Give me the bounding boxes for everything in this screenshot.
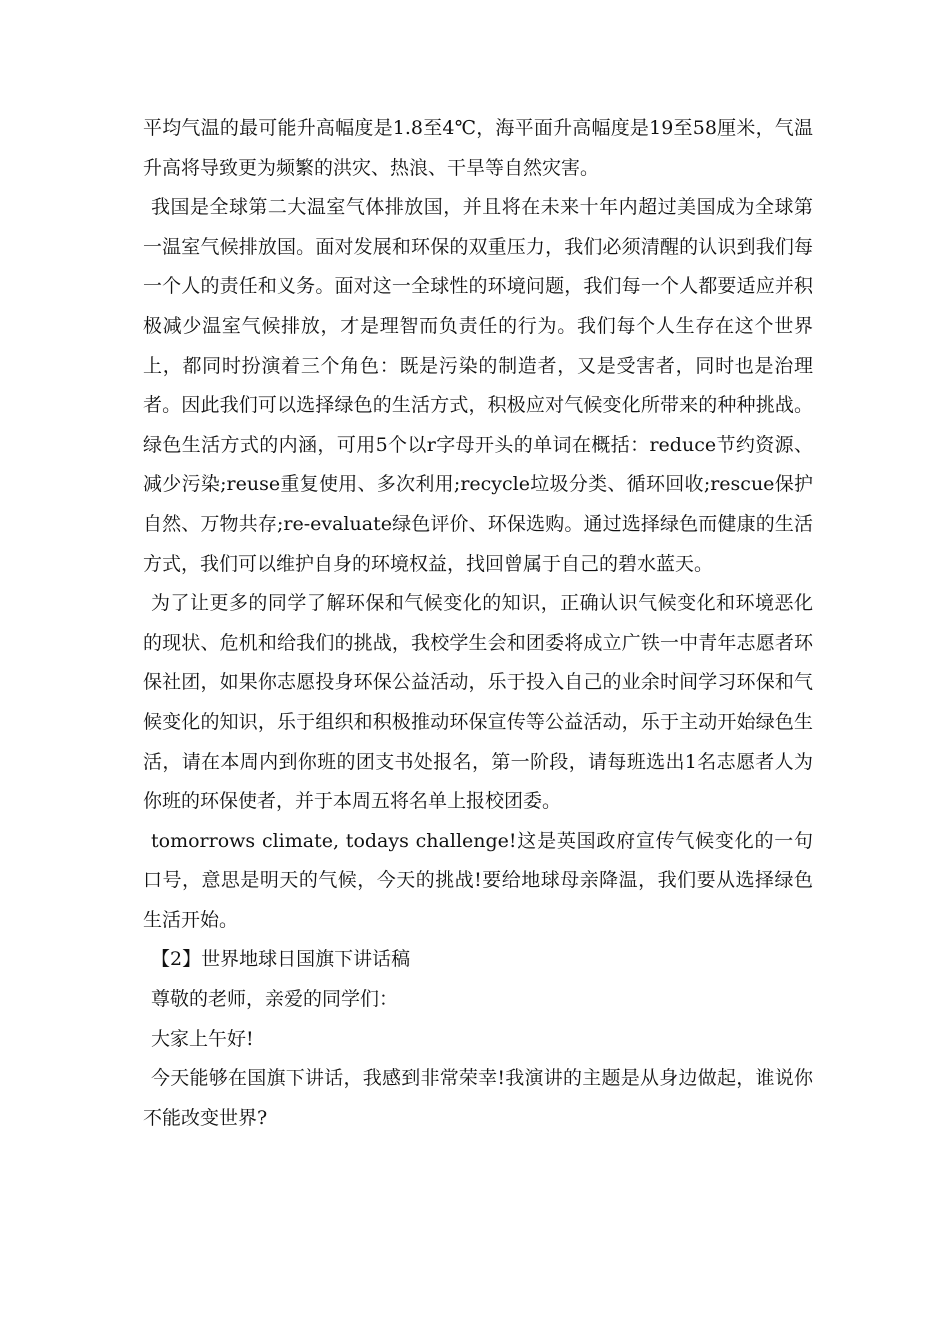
paragraph-china-emissions: 我国是全球第二大温室气体排放国，并且将在未来十年内超过美国成为全球第一温室气候排放国。面对发展和环保的双重压力，我们必须清醒的认识到我们每一个人的责任和义务。面对这一全球性的环境问题，我们每一个人都要适应并积极减少温室气候排放，才是理智而负责任的行为。我们每个人生存在这个世界上，都同时扮演着三个角色：既是污染的制造者，又是受害者，同时也是治理者。因此我们可以选择绿色的生活方式，积极应对气候变化所带来的种种挑战。绿色生活方式的内涵，可用5个以r字母开头的单词在概括：reduce节约资源、减少污染;reuse重复使用、多次利用;recycle垃圾分类、循环回收;rescue保护自然、万物共存;re-evaluate绿色评价、环保选购。通过选择绿色而健康的生活方式，我们可以维护自身的环境权益，找回曾属于自己的碧水蓝天。: [143, 196, 813, 575]
paragraph-volunteer-club: 为了让更多的同学了解环保和气候变化的知识，正确认识气候变化和环境恶化的现状、危机和给我们的挑战，我校学生会和团委将成立广铁一中青年志愿者环保社团，如果你志愿投身环保公益活动，乐于投入自己的业余时间学习环保和气候变化的知识，乐于组织和积极推动环保宣传等公益活动，乐于主动开始绿色生活，请在本周内到你班的团支书处报名，第一阶段，请每班选出1名志愿者人为你班的环保使者，并于本周五将名单上报校团委。: [143, 592, 813, 813]
section-heading: 【2】世界地球日国旗下讲话稿: [151, 948, 411, 971]
document-body: [143, 109, 813, 1138]
paragraph-speech-opening: 今天能够在国旗下讲话，我感到非常荣幸!我演讲的主题是从身边做起，谁说你不能改变世界?: [143, 1067, 813, 1129]
salutation: 尊敬的老师，亲爱的同学们：: [151, 988, 399, 1011]
greeting: 大家上午好!: [151, 1027, 254, 1050]
paragraph-temperature-rise: 平均气温的最可能升高幅度是1.8至4℃，海平面升高幅度是19至58厘米，气温升高将导致更为频繁的洪灾、热浪、干旱等自然灾害。: [143, 117, 813, 179]
paragraph-slogan: tomorrows climate, todays challenge!这是英国政府宣传气候变化的一句口号，意思是明天的气候，今天的挑战!要给地球母亲降温，我们要从选择绿色生活开始。: [143, 829, 813, 931]
